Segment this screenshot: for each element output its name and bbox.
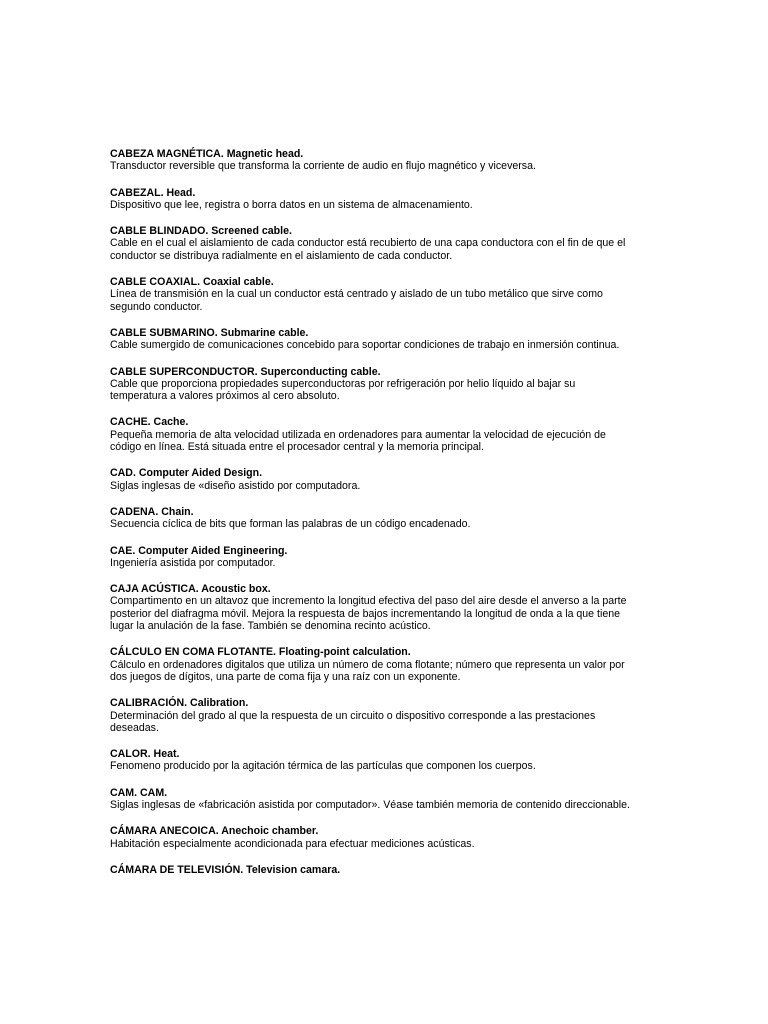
entry-definition: Ingeniería asistida por computador. bbox=[110, 556, 276, 569]
entry-term: CACHE. Cache. bbox=[110, 416, 189, 429]
entry-term: CAJA ACÚSTICA. Acoustic box. bbox=[110, 583, 271, 596]
entry-definition: Siglas inglesas de «diseño asistido por computadora. bbox=[110, 479, 361, 492]
entry-term: CABEZAL. Head. bbox=[110, 186, 196, 199]
entry-definition: Cable sumergido de comunicaciones concebido para soportar condiciones de trabajo en inmersión continua. bbox=[110, 339, 620, 352]
glossary-entry bbox=[110, 506, 630, 531]
glossary-entry bbox=[110, 864, 630, 876]
entry-definition: Cable que proporciona propiedades superconductoras por refrigeración por helio líquido al bajar su temperatura a valores próximos al cero absoluto. bbox=[110, 377, 576, 403]
entry-term: CABLE SUBMARINO. Submarine cable. bbox=[110, 326, 309, 339]
glossary-entry bbox=[110, 748, 630, 773]
entry-term: CABLE SUPERCONDUCTOR. Superconducting cable. bbox=[110, 365, 381, 378]
entry-term: CABEZA MAGNÉTICA. Magnetic head. bbox=[110, 148, 304, 160]
entry-definition: Dispositivo que lee, registra o borra datos en un sistema de almacenamiento. bbox=[110, 198, 473, 211]
entry-definition: Siglas inglesas de «fabricación asistida por computador». Véase también memoria de contenido direccionable. bbox=[110, 798, 630, 811]
glossary-entry bbox=[110, 545, 630, 570]
entry-term: CABLE BLINDADO. Screened cable. bbox=[110, 225, 292, 238]
glossary-entry bbox=[110, 416, 630, 453]
glossary-page bbox=[110, 148, 630, 890]
entry-definition: Habitación especialmente acondicionada para efectuar mediciones acústicas. bbox=[110, 837, 475, 850]
glossary-entry bbox=[110, 825, 630, 850]
glossary-entry bbox=[110, 697, 630, 734]
entry-definition: Línea de transmisión en la cual un conductor está centrado y aislado de un tubo metálico que sirve como segundo conductor. bbox=[110, 288, 603, 313]
entry-definition: Fenomeno producido por la agitación térmica de las partículas que componen los cuerpos. bbox=[110, 760, 536, 773]
entry-definition: Transductor reversible que transforma la corriente de audio en flujo magnético y viceversa. bbox=[110, 160, 536, 173]
glossary-entry bbox=[110, 276, 630, 313]
entry-definition: Compartimento en un altavoz que incremento la longitud efectiva del paso del aire desde el anverso a la parte posterior del diafragma móvil. Mejora la respuesta de bajos incrementando la longitud de onda a la que tiene lugar la anulación de la fase. También se denomina recinto acústico. bbox=[110, 595, 627, 633]
entry-term: CADENA. Chain. bbox=[110, 505, 194, 518]
entry-term: CÁLCULO EN COMA FLOTANTE. Floating-point calculation. bbox=[110, 646, 411, 659]
entry-term: CÁMARA ANECOICA. Anechoic chamber. bbox=[110, 825, 319, 838]
entry-term: CAM. CAM. bbox=[110, 786, 168, 799]
entry-definition: Cable en el cual el aislamiento de cada conductor está recubierto de una capa conductora con el fin de que el conductor se distribuya radialmente en el aislamiento de cada conductor. bbox=[110, 237, 626, 262]
entry-term: CALOR. Heat. bbox=[110, 748, 180, 761]
entry-term: CAD. Computer Aided Design. bbox=[110, 467, 263, 480]
glossary-entry bbox=[110, 327, 630, 352]
glossary-entry bbox=[110, 225, 630, 262]
entry-definition: Determinación del grado al que la respuesta de un circuito o dispositivo corresponde a las prestaciones deseadas. bbox=[110, 709, 596, 734]
glossary-entry bbox=[110, 148, 630, 173]
glossary-entry bbox=[110, 467, 630, 492]
entry-term: CÁMARA DE TELEVISIÓN. Television camara. bbox=[110, 863, 341, 876]
entry-term: CAE. Computer Aided Engineering. bbox=[110, 544, 288, 557]
glossary-entry bbox=[110, 646, 630, 683]
glossary-entry bbox=[110, 366, 630, 403]
entry-term: CALIBRACIÓN. Calibration. bbox=[110, 697, 249, 710]
entry-term: CABLE COAXIAL. Coaxial cable. bbox=[110, 276, 274, 289]
glossary-entry bbox=[110, 187, 630, 212]
glossary-entry bbox=[110, 583, 630, 632]
entry-definition: Pequeña memoria de alta velocidad utilizada en ordenadores para aumentar la velocidad de ejecución de código en línea. Está situada entre el procesador central y la memoria principal. bbox=[110, 428, 606, 454]
entry-definition: Secuencia cíclica de bits que forman las palabras de un código encadenado. bbox=[110, 518, 471, 531]
glossary-entry bbox=[110, 787, 630, 812]
entry-definition: Cálculo en ordenadores digitalos que utiliza un número de coma flotante; número que representa un valor por dos juegos de dígitos, una parte de coma fija y una raíz con un exponente. bbox=[110, 658, 625, 683]
